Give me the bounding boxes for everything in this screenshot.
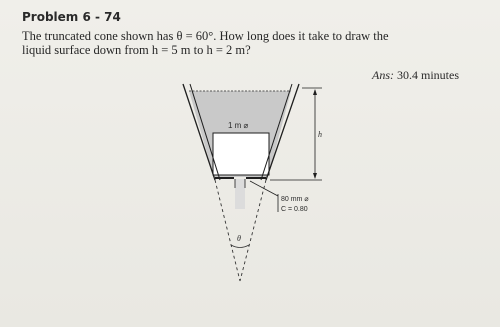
theta-arc	[231, 245, 249, 248]
h-label: h	[318, 130, 322, 139]
h-arrow-top	[313, 89, 317, 95]
h-arrow-bottom	[313, 173, 317, 179]
discharge-coefficient-label: C = 0.80	[281, 206, 308, 213]
statement-line-2: liquid surface down from h = 5 m to h = 2 m?	[22, 43, 251, 57]
inner-tube	[213, 133, 269, 175]
statement-line-1: The truncated cone shown has θ = 60°. How long does it take to draw the	[22, 29, 389, 43]
top-diameter-label: 1 m ⌀	[228, 121, 249, 130]
orifice-diameter-label: 80 mm ⌀	[281, 196, 309, 203]
answer-value: 30.4 minutes	[397, 68, 459, 82]
problem-heading: Problem 6 - 74	[22, 10, 121, 24]
answer-label: Ans:	[372, 68, 394, 82]
orifice-leader	[250, 181, 278, 196]
theta-label: θ	[237, 234, 241, 243]
water-jet	[235, 179, 245, 209]
